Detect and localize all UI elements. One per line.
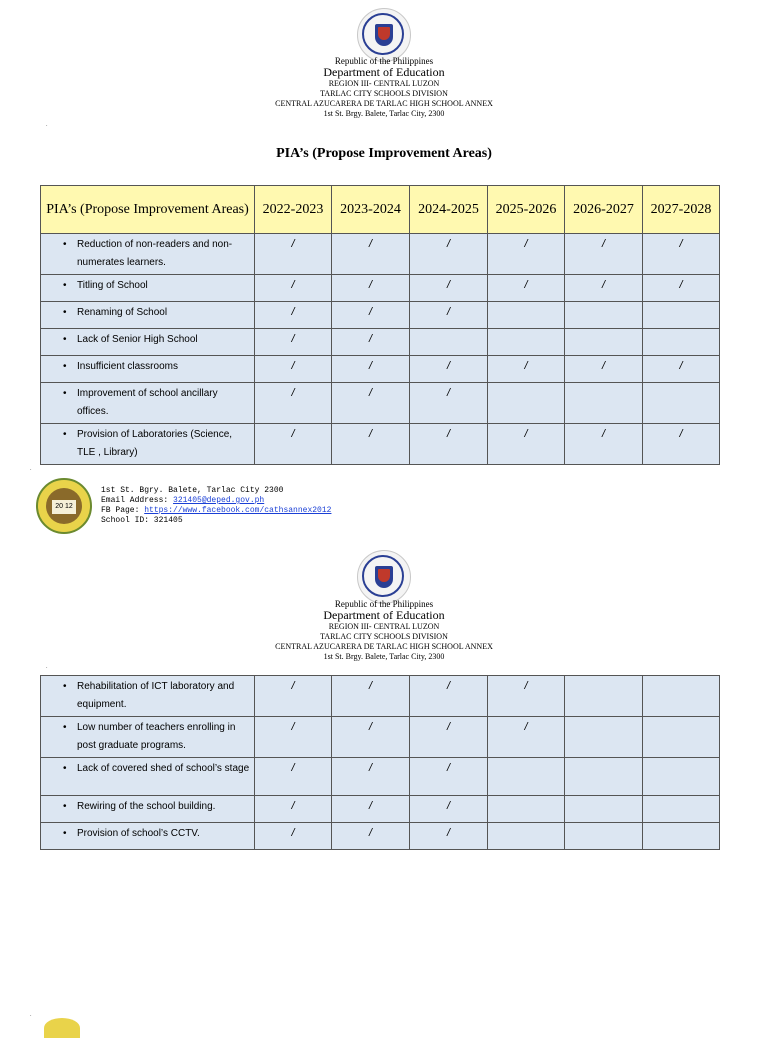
year-mark-cell: / (255, 356, 332, 383)
year-mark-cell: / (255, 383, 332, 424)
year-mark-cell: / (410, 356, 488, 383)
pia-item-label: • Improvement of school ancillary offices. (77, 388, 218, 417)
address-text: 1st St. Brgy. Balete, Tarlac City, 2300 (323, 109, 445, 118)
year-mark-cell: / (255, 823, 332, 850)
year-mark-cell: / (410, 676, 488, 717)
region-text: REGION III- CENTRAL LUZON (328, 79, 440, 88)
pia-table (40, 185, 720, 465)
margin-mark: . (30, 466, 32, 472)
pia-item-label: • Low number of teachers enrolling in post graduate programs. (77, 722, 236, 751)
year-mark-cell (565, 676, 643, 717)
column-header: 2026-2027 (565, 186, 643, 234)
pia-item (41, 758, 255, 796)
year-mark-cell: / (643, 234, 720, 275)
email-link[interactable]: 321405@deped.gov.ph (173, 496, 265, 505)
margin-mark: . (46, 664, 48, 670)
column-header: 2025-2026 (488, 186, 565, 234)
year-mark-cell: / (410, 383, 488, 424)
school-text: CENTRAL AZUCARERA DE TARLAC HIGH SCHOOL ANNEX (275, 99, 493, 108)
letterhead (0, 599, 768, 662)
deped-seal-icon (357, 8, 411, 62)
table-header-row (41, 186, 720, 234)
year-mark-cell: / (643, 275, 720, 302)
year-mark-cell: / (332, 329, 410, 356)
page-title: PIA’s (Propose Improvement Areas) (276, 146, 492, 161)
school-text: CENTRAL AZUCARERA DE TARLAC HIGH SCHOOL ANNEX (275, 642, 493, 651)
pia-item-label: • Reduction of non-readers and non-numerates learners. (77, 239, 233, 268)
pia-item (41, 383, 255, 424)
table-row (41, 329, 720, 356)
pia-item (41, 676, 255, 717)
footer-school-id: School ID: 321405 (101, 516, 183, 525)
year-mark-cell: / (410, 717, 488, 758)
year-mark-cell (643, 758, 720, 796)
year-mark-cell: / (332, 796, 410, 823)
year-mark-cell: / (332, 302, 410, 329)
pia-item-label: • Titling of School (77, 280, 148, 291)
year-mark-cell: / (410, 234, 488, 275)
year-mark-cell (565, 823, 643, 850)
pia-item (41, 717, 255, 758)
pia-item-label: • Provision of Laboratories (Science, TLE , Library) (77, 429, 233, 458)
year-mark-cell: / (332, 356, 410, 383)
year-mark-cell: / (643, 356, 720, 383)
year-mark-cell: / (410, 302, 488, 329)
year-mark-cell: / (332, 275, 410, 302)
year-mark-cell: / (332, 676, 410, 717)
year-mark-cell: / (255, 275, 332, 302)
table-row (41, 796, 720, 823)
pia-item (41, 234, 255, 275)
year-mark-cell: / (255, 796, 332, 823)
pia-item (41, 329, 255, 356)
year-mark-cell (643, 329, 720, 356)
year-mark-cell (410, 329, 488, 356)
year-mark-cell (565, 796, 643, 823)
pia-item-label: • Renaming of School (77, 307, 168, 318)
table-row (41, 275, 720, 302)
republic-text: Republic of the Philippines (334, 599, 434, 609)
pia-item-label: • Lack of Senior High School (77, 334, 198, 345)
table-row (41, 676, 720, 717)
year-mark-cell: / (643, 424, 720, 465)
table-row (41, 717, 720, 758)
pia-item (41, 424, 255, 465)
table-row (41, 383, 720, 424)
table-row (41, 424, 720, 465)
republic-text: Republic of the Philippines (334, 56, 434, 66)
facebook-link[interactable]: https://www.facebook.com/cathsannex2012 (144, 506, 332, 515)
footer-fb-line: FB Page: https://www.facebook.com/cathsannex2012 (101, 506, 332, 515)
table-row (41, 823, 720, 850)
year-mark-cell (643, 383, 720, 424)
column-header: 2027-2028 (643, 186, 720, 234)
year-mark-cell (488, 383, 565, 424)
column-header: 2022-2023 (255, 186, 332, 234)
year-mark-cell: / (565, 424, 643, 465)
year-mark-cell: / (488, 234, 565, 275)
pia-item (41, 275, 255, 302)
column-header: PIA’s (Propose Improvement Areas) (41, 186, 255, 234)
year-mark-cell (643, 796, 720, 823)
table-row (41, 302, 720, 329)
division-text: TARLAC CITY SCHOOLS DIVISION (320, 89, 448, 98)
year-mark-cell: / (332, 234, 410, 275)
column-header: 2023-2024 (332, 186, 410, 234)
year-mark-cell (565, 383, 643, 424)
column-header: 2024-2025 (410, 186, 488, 234)
margin-mark: . (46, 122, 48, 128)
year-mark-cell (488, 329, 565, 356)
department-text: Department of Education (323, 608, 445, 622)
year-mark-cell: / (488, 676, 565, 717)
year-mark-cell (488, 302, 565, 329)
year-mark-cell (643, 676, 720, 717)
deped-seal-icon (357, 550, 411, 604)
year-mark-cell (565, 329, 643, 356)
year-mark-cell: / (332, 383, 410, 424)
year-mark-cell: / (255, 424, 332, 465)
footer-email-line: Email Address: 321405@deped.gov.ph (101, 496, 265, 505)
year-mark-cell: / (255, 758, 332, 796)
year-mark-cell (643, 717, 720, 758)
year-mark-cell: / (332, 424, 410, 465)
footer-contact (101, 486, 331, 526)
year-mark-cell: / (488, 717, 565, 758)
pia-item-label: • Rehabilitation of ICT laboratory and equipment. (77, 681, 235, 710)
department-text: Department of Education (323, 65, 445, 79)
year-mark-cell (565, 758, 643, 796)
year-mark-cell: / (565, 234, 643, 275)
year-mark-cell: / (255, 717, 332, 758)
year-mark-cell: / (255, 329, 332, 356)
year-mark-cell: / (255, 234, 332, 275)
pia-item-label: • Insufficient classrooms (77, 361, 178, 372)
pia-item-label: • Rewiring of the school building. (77, 801, 216, 812)
address-text: 1st St. Brgy. Balete, Tarlac City, 2300 (323, 652, 445, 661)
letterhead (0, 56, 768, 119)
division-text: TARLAC CITY SCHOOLS DIVISION (320, 632, 448, 641)
year-mark-cell (488, 758, 565, 796)
year-mark-cell: / (565, 356, 643, 383)
region-text: REGION III- CENTRAL LUZON (328, 622, 440, 631)
pia-item (41, 302, 255, 329)
year-mark-cell: / (332, 717, 410, 758)
year-mark-cell: / (488, 424, 565, 465)
year-mark-cell: / (332, 823, 410, 850)
year-mark-cell: / (488, 275, 565, 302)
year-mark-cell (565, 717, 643, 758)
footer-address: 1st St. Bgry. Balete, Tarlac City 2300 (101, 486, 284, 495)
pia-table-continued (40, 675, 720, 850)
year-mark-cell: / (565, 275, 643, 302)
school-logo-icon (44, 1018, 80, 1038)
pia-item-label: • Lack of covered shed of school’s stage (77, 763, 250, 774)
year-mark-cell: / (410, 275, 488, 302)
margin-mark: . (30, 1012, 32, 1018)
year-mark-cell: / (410, 758, 488, 796)
table-row (41, 758, 720, 796)
year-mark-cell (643, 823, 720, 850)
year-mark-cell: / (332, 758, 410, 796)
school-logo-icon: 20 12 (36, 478, 92, 534)
table-row (41, 356, 720, 383)
year-mark-cell: / (255, 302, 332, 329)
year-mark-cell: / (410, 796, 488, 823)
year-mark-cell: / (488, 356, 565, 383)
year-mark-cell: / (255, 676, 332, 717)
year-mark-cell (488, 796, 565, 823)
year-mark-cell: / (410, 424, 488, 465)
pia-item (41, 796, 255, 823)
table-row (41, 234, 720, 275)
year-mark-cell (565, 302, 643, 329)
pia-item-label: • Provision of school’s CCTV. (77, 828, 200, 839)
pia-item (41, 356, 255, 383)
year-mark-cell: / (410, 823, 488, 850)
year-mark-cell (643, 302, 720, 329)
pia-item (41, 823, 255, 850)
year-mark-cell (488, 823, 565, 850)
